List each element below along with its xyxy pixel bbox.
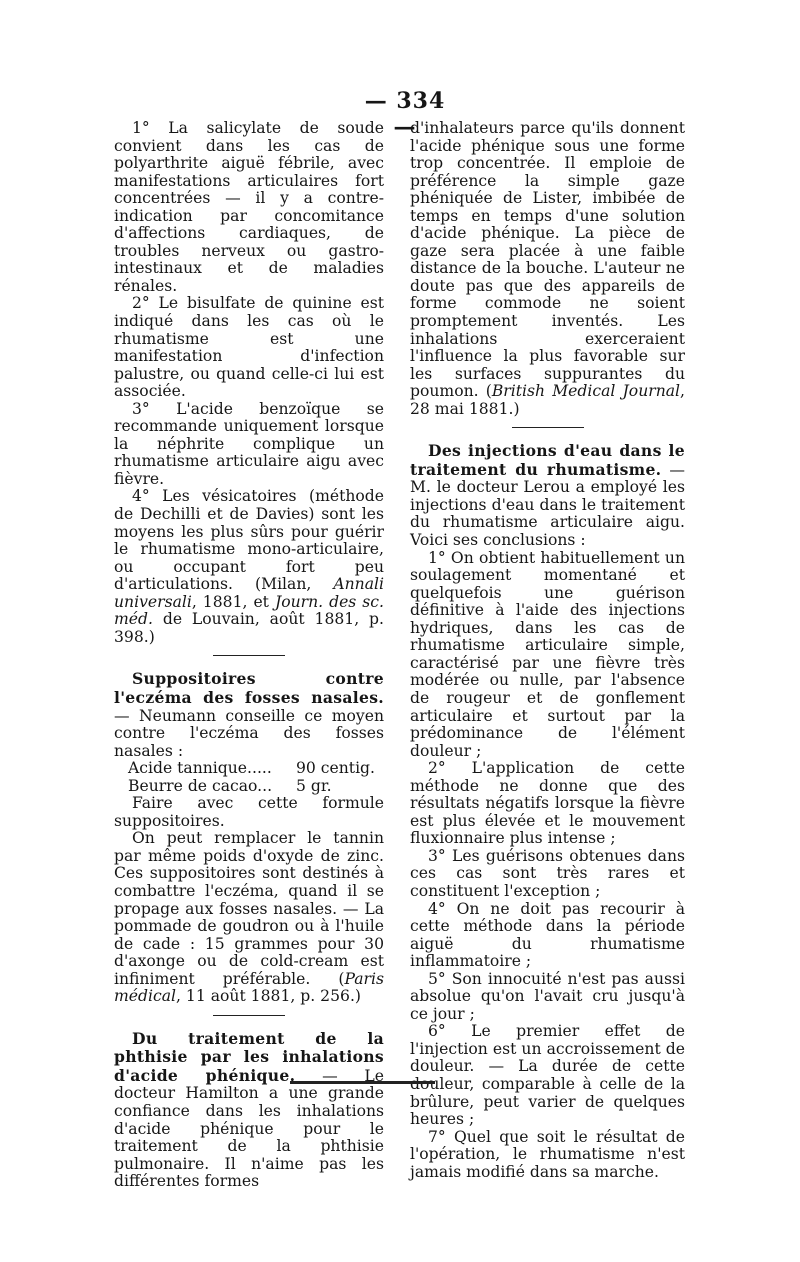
source-title: British Medical Journal bbox=[491, 382, 681, 401]
article-suppositoires: Suppositoires contre l'eczéma des fosses nasales. — Neumann conseille ce moyen contre l'eczéma des fosses nasales : bbox=[114, 669, 384, 760]
left-column bbox=[114, 120, 384, 1191]
conclusion-item: 7° Quel que soit le résultat de l'opération, le rhumatisme n'est jamais modifié dans sa marche. bbox=[410, 1127, 685, 1181]
conclusion-item: 2° L'application de cette méthode ne donne que des résultats négatifs lorsque la fièvre est plus élevée et le mouvement fluxionnaire plus intense ; bbox=[410, 759, 685, 848]
source-title: Annali universali bbox=[114, 575, 384, 611]
page-number: — 334 — bbox=[364, 88, 446, 140]
paragraph-benzoic-acid: 3° L'acide benzoïque se recommande uniquement lorsque la néphrite complique un rhumatisme articulaire aigu avec fièvre. bbox=[114, 399, 384, 488]
paragraph-suppositoires-instructions: Faire avec cette formule suppositoires. bbox=[114, 794, 384, 830]
section-divider bbox=[512, 427, 584, 428]
conclusion-item: 5° Son innocuité n'est pas aussi absolue qu'on l'avait cru jusqu'à ce jour ; bbox=[410, 969, 685, 1023]
article-heading: Suppositoires contre l'eczéma des fosses nasales. bbox=[114, 669, 384, 707]
paragraph-vesicatoires: 4° Les vésicatoires (méthode de Dechilli et de Davies) sont les moyens les plus sûrs pour guérir le rhumatisme mono-articulaire, ou occupant fort peu d'articulations. (Milan, Annali universali, 1881, et Journ. des sc. méd. de Louvain, août 1881, p. 398.) bbox=[114, 487, 384, 646]
article-injections-eau: Des injections d'eau dans le traitement du rhumatisme. — M. le docteur Lerou a employé les injections d'eau dans le traitement du rhumatisme articulaire aigu. Voici ses conclusions : bbox=[410, 441, 685, 550]
paragraph-inhalateurs: d'inhalateurs parce qu'ils donnent l'acide phénique sous une forme trop concentrée. Il emploie de préférence la simple gaze phéniquée de Lister, imbibée de temps en temps d'une solution d'acide phénique. La pièce de gaze sera placée à une faible distance de la bouche. L'auteur ne doute pas que des appareils de forme commode ne soient promptement inventés. Les inhalations exerceraient l'influence la plus favorable sur les surfaces suppurantes du poumon. (British Medical Journal, 28 mai 1881.) bbox=[410, 119, 685, 418]
page-end-rule bbox=[290, 1081, 435, 1084]
section-divider bbox=[213, 655, 285, 656]
paragraph-salicylate: 1° La salicylate de soude convient dans les cas de polyarthrite aiguë fébrile, avec manifestations articulaires fort concentrées — il y a contre-indication par concomitance d'affections cardiaques, de troubles nerveux ou gastro-intestinaux et de maladies rénales. bbox=[114, 119, 384, 295]
right-column bbox=[410, 120, 685, 1181]
source-title: Journ. des sc. méd. bbox=[114, 592, 384, 629]
prescription-formula bbox=[114, 760, 384, 795]
conclusion-item: 4° On ne doit pas recourir à cette méthode dans la période aiguë du rhumatisme inflammatoire ; bbox=[410, 899, 685, 971]
paragraph-quinine: 2° Le bisulfate de quinine est indiqué dans les cas où le rhumatisme est une manifestation d'infection palustre, ou quand celle-ci lui est associée. bbox=[114, 294, 384, 401]
article-heading: Des injections d'eau dans le traitement du rhumatisme. bbox=[410, 441, 685, 479]
conclusion-item: 6° Le premier effet de l'injection est un accroissement de douleur. — La durée de cette douleur, comparable à celle de la brûlure, peut varier de quelques heures ; bbox=[410, 1022, 685, 1129]
source-title: Paris médical bbox=[114, 969, 384, 1006]
formula-line: Acide tannique..... 90 centig. bbox=[128, 759, 375, 778]
conclusion-item: 3° Les guérisons obtenues dans ces cas sont très rares et constituent l'exception ; bbox=[410, 846, 685, 900]
article-heading: Du traitement de la phthisie par les inhalations d'acide phénique. bbox=[114, 1028, 384, 1085]
article-phthisie: Du traitement de la phthisie par les inhalations d'acide phénique. — Le docteur Hamilton a une grande confiance dans les inhalations d'acide phénique pour le traitement de la phthisie pulmonaire. Il n'aime pas les différentes formes bbox=[114, 1028, 385, 1191]
section-divider bbox=[213, 1015, 285, 1016]
conclusion-item: 1° On obtient habituellement un soulagement momentané et quelquefois une guérison définitive à l'aide des injections hydriques, dans les cas de rhumatisme articulaire simple, caractérisé par une fièvre très modérée ou nulle, par l'absence de rougeur et de gonflement articulaire et surtout par la prédominance de l'élément douleur ; bbox=[410, 548, 685, 760]
formula-line: Beurre de cacao... 5 gr. bbox=[128, 776, 332, 795]
paragraph-tannin-alternative: On peut remplacer le tannin par même poids d'oxyde de zinc. Ces suppositoires sont destinés à combattre l'eczéma, quand il se propage aux fosses nasales. — La pommade de goudron ou à l'huile de cade : 15 grammes pour 30 d'axonge ou de cold-cream est infiniment préférable. (Paris médical, 11 août 1881, p. 256.) bbox=[114, 829, 384, 1006]
